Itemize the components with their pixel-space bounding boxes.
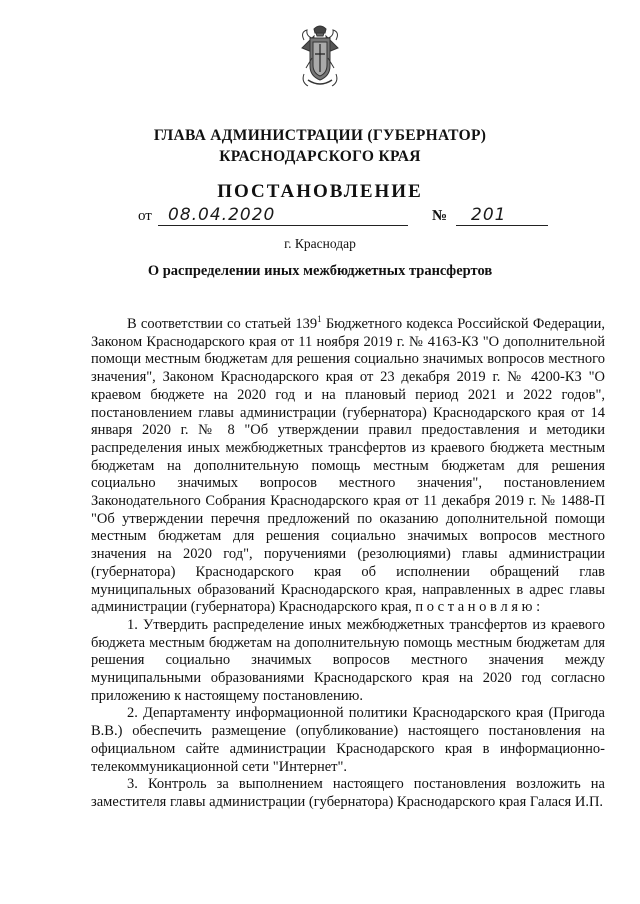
- document-body: [91, 316, 605, 812]
- item-2-paragraph: 2. Департаменту информационной политики Краснодарского края (Пригода В.В.) обеспечить размещение (опубликование) настоящего постановления на официальном сайте администрации Краснодарского края в информационно-телекоммуникационной сети "Интернет".: [91, 705, 605, 775]
- authority-line-2: КРАСНОДАРСКОГО КРАЯ: [219, 148, 421, 165]
- number-handwritten: 201: [471, 205, 507, 225]
- document-subject: О распределении иных межбюджетных трансфертов: [147, 263, 493, 279]
- date-number-row: [138, 205, 538, 231]
- date-handwritten: 08.04.2020: [168, 205, 276, 225]
- preamble-start: В соответствии со статьей 139: [127, 316, 318, 332]
- preamble-rest: Бюджетного кодекса Российской Федерации, Законом Краснодарского края от 11 ноября 2019 г. № 4163-КЗ "О дополнительной помощи местным бюджетам для решения социально значимых вопросов местного значения", Законом Краснодарского края от 23 декабря 2019 г. № 4200-КЗ "О краевом бюджете на 2020 год и на плановый период 2021 и 2022 годов", постановлением главы администрации (губернатора) Краснодарского края от 14 января 2020 г. № 8 "Об утверждении правил предоставления и методики распределения иных межбюджетных трансфертов из краевого бюджета местным бюджетам на дополнительную помощь местным бюджетам для решения социально значимых вопросов местного значения", постановлением Законодательного Собрания Краснодарского края от 11 декабря 2019 г. № 1488-П "Об утверждении перечня предложений по оказанию дополнительной помощи местным бюджетам для решения социально значимых вопросов местного значения на 2020 год", поручениями (резолюциями) главы администрации (губернатора) Краснодарского края об исполнении обращений глав муниципальных образований Краснодарского края, направленных в адрес главы администрации (губернатора) Краснодарского края, п о с т а н о в л я ю :: [91, 316, 605, 616]
- city-line: г. Краснодар: [284, 236, 356, 251]
- preamble-paragraph: [91, 316, 605, 617]
- number-prefix: №: [432, 208, 448, 224]
- article-superscript: 1: [317, 314, 322, 325]
- date-underline: [158, 225, 408, 226]
- item-1-paragraph: 1. Утвердить распределение иных межбюджетных трансфертов из краевого бюджета местным бюджетам на дополнительную помощь местным бюджетам для решения социально значимых вопросов местного значения между муниципальными образованиями Краснодарского края на 2020 год согласно приложению к настоящему постановлению.: [91, 616, 605, 704]
- krasnodar-coat-of-arms-icon: [298, 22, 342, 92]
- number-underline: [456, 225, 548, 226]
- date-prefix: от: [138, 208, 152, 224]
- item-3-paragraph: 3. Контроль за выполнением настоящего постановления возложить на заместителя главы администрации (губернатора) Краснодарского края Галася И.П.: [91, 776, 605, 810]
- authority-line-1: ГЛАВА АДМИНИСТРАЦИИ (ГУБЕРНАТОР): [153, 127, 487, 144]
- document-type: ПОСТАНОВЛЕНИЕ: [217, 181, 423, 202]
- issuing-authority: [0, 125, 640, 167]
